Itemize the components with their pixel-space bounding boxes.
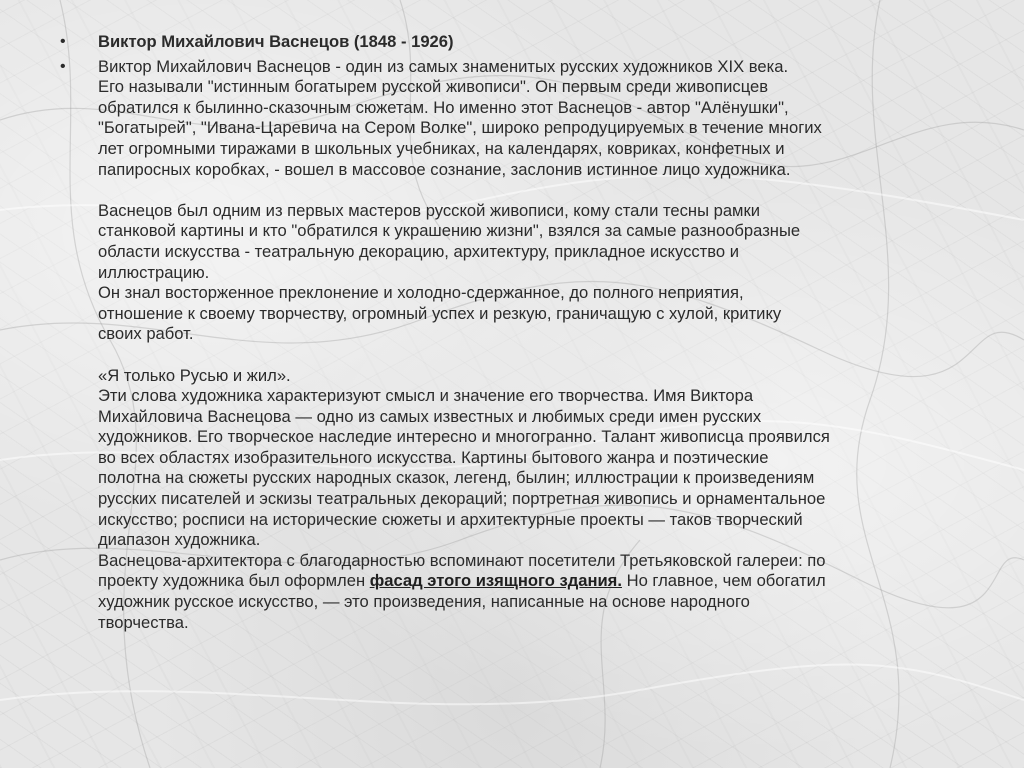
slide-heading: Виктор Михайлович Васнецов (1848 - 1926) (98, 32, 454, 51)
text-line: лет огромными тиражами в школьных учебниках, на календарях, ковриках, конфетных и (98, 138, 785, 158)
bullet-marker: • (60, 33, 66, 50)
text-line: станковой картины и кто "обратился к украшению жизни", взялся за самые разнообразные (98, 221, 801, 241)
text-line: художников. Его творческое наследие интересно и многогранно. Талант живописца проявился (98, 427, 830, 447)
bullet-body (60, 57, 965, 634)
body-text (98, 57, 965, 634)
text-line: своих работ. (98, 324, 194, 344)
text-line: диапазон художника. (98, 530, 261, 550)
text-line: Михайловича Васнецова — одно из самых известных и любимых среди имен русских (98, 406, 762, 426)
text-segment: Но главное, чем обогатил (621, 571, 826, 591)
text-line: полотна на сюжеты русских народных сказок, легенд, былин; иллюстрации к произведениям (98, 468, 815, 488)
text-line: области искусства - театральную декорацию, архитектуру, прикладное искусство и (98, 241, 740, 261)
text-line: папиросных коробках, - вошел в массовое сознание, заслонив истинное лицо художника. (98, 159, 791, 179)
text-line: "Богатырей", "Ивана-Царевича на Сером Волке", широко репродуцируемых в течение многих (98, 118, 822, 138)
text-line: Он знал восторженное преклонение и холодно-сдержанное, до полного неприятия, (98, 283, 744, 303)
text-line: Виктор Михайлович Васнецов - один из самых знаменитых русских художников XIX века. (98, 56, 789, 76)
text-segment: проекту художника был оформлен (98, 571, 370, 591)
text-line: Васнецова-архитектора с благодарностью вспоминают посетители Третьяковской галереи: по (98, 550, 826, 570)
text-line: во всех областях изобразительного искусства. Картины бытового жанра и поэтические (98, 447, 769, 467)
text-line: искусство; росписи на исторические сюжеты и архитектурные проекты — таков творческий (98, 509, 803, 529)
text-line: Эти слова художника характеризуют смысл и значение его творчества. Имя Виктора (98, 386, 754, 406)
slide-content (60, 32, 965, 633)
text-line: творчества. (98, 612, 189, 632)
bullet-marker: • (60, 57, 66, 75)
bullet-heading (60, 32, 965, 53)
text-line: русских писателей и эскизы театральных декораций; портретная живопись и орнаментальное (98, 489, 826, 509)
facade-link[interactable]: фасад этого изящного здания. (369, 571, 622, 591)
text-line: Его называли "истинным богатырем русской живописи". Он первым среди живописцев (98, 77, 769, 97)
text-line-with-link (98, 571, 965, 592)
text-line: обратился к былинно-сказочным сюжетам. Но именно этот Васнецов - автор "Алёнушки", (98, 97, 789, 117)
text-line: отношение к своему творчеству, огромный успех и резкую, граничащую с хулой, критику (98, 303, 782, 323)
text-line: художник русское искусство, — это произведения, написанные на основе народного (98, 592, 750, 612)
text-line: иллюстрацию. (98, 262, 210, 282)
text-line: Васнецов был одним из первых мастеров русской живописи, кому стали тесны рамки (98, 200, 760, 220)
quote-line: «Я только Русью и жил». (98, 365, 291, 385)
